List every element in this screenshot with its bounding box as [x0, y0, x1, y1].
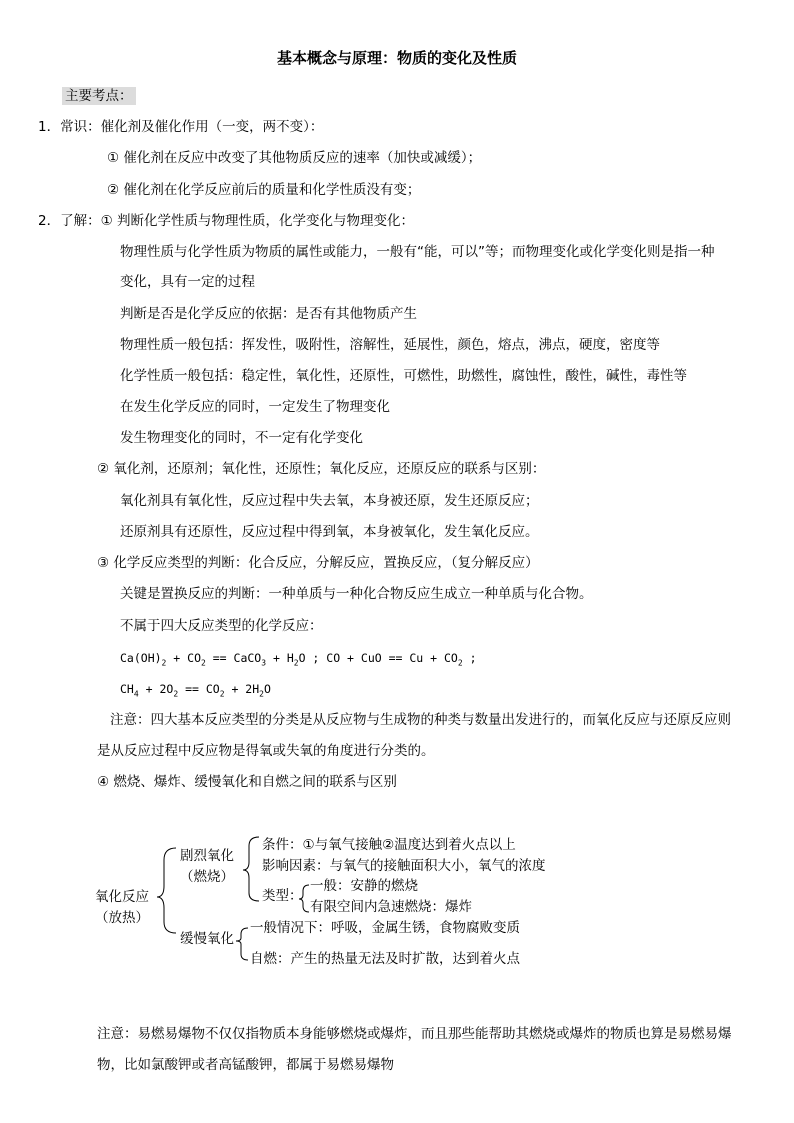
- tree-root-label: 氧化反应: [95, 889, 149, 905]
- text-line: 物理性质一般包括：挥发性，吸附性，溶解性，延展性，颜色，熔点，沸点，硬度，密度等: [120, 337, 660, 353]
- equation-2: $CH_4 + 2O_2 == CO_2 + 2H_2O$: [120, 682, 271, 699]
- section-1-heading: 1．常识：催化剂及催化作用（一变，两不变）：: [38, 119, 324, 135]
- note-1-line-2: 是从反应过程中反应物是得氧或失氧的角度进行分类的。: [97, 743, 435, 759]
- tree-slow-2: 自燃：产生的热量无法及时扩散，达到着火点: [250, 951, 520, 967]
- subpoint-4-heading: ④ 燃烧、爆炸、缓慢氧化和自燃之间的联系与区别: [97, 774, 397, 790]
- brace-fierce: [243, 837, 259, 901]
- brace-type: [299, 885, 309, 912]
- section-1-item-1: ① 催化剂在反应中改变了其他物质反应的速率（加快或减缓）；: [107, 150, 482, 166]
- text-line: 变化，具有一定的过程: [120, 274, 255, 290]
- text-line: 不属于四大反应类型的化学反应：: [120, 618, 323, 634]
- tree-root-note: （放热）: [95, 910, 149, 926]
- note-2-line-2: 物，比如氯酸钾或者高锰酸钾，都属于易燃易爆物: [97, 1057, 394, 1073]
- tree-fierce-label: 剧烈氧化: [180, 848, 234, 864]
- note-1-line-1: 注意：四大基本反应类型的分类是从反应物与生成物的种类与数量出发进行的，而氧化反应与还原反应则: [110, 712, 731, 728]
- page-title: 基本概念与原理：物质的变化及性质: [276, 49, 517, 67]
- text-line: 氧化剂具有氧化性，反应过程中失去氧，本身被还原，发生还原反应；: [120, 493, 539, 509]
- text-line: 在发生化学反应的同时，一定发生了物理变化: [120, 399, 390, 415]
- text-line: 判断是否是化学反应的依据：是否有其他物质产生: [120, 306, 417, 322]
- tree-slow-label: 缓慢氧化: [180, 931, 234, 947]
- section-2-heading: 2．了解：① 判断化学性质与物理性质，化学变化与物理变化：: [38, 213, 414, 229]
- subpoint-3-heading: ③ 化学反应类型的判断：化合反应，分解反应，置换反应，（复分解反应）: [97, 555, 539, 571]
- subpoint-2-heading: ② 氧化剂，还原剂；氧化性，还原性；氧化反应，还原反应的联系与区别：: [97, 461, 546, 477]
- key-points-label: 主要考点：: [62, 87, 136, 105]
- tree-type-1: 一般：安静的燃烧: [310, 878, 418, 894]
- tree-type-2: 有限空间内急速燃烧：爆炸: [310, 899, 472, 915]
- brace-root: [157, 848, 176, 933]
- note-2-line-1: 注意：易燃易爆物不仅仅指物质本身能够燃烧或爆炸，而且那些能帮助其燃烧或爆炸的物质也算是易燃易爆: [97, 1026, 732, 1042]
- tree-slow-1: 一般情况下：呼吸，金属生锈，食物腐败变质: [250, 920, 520, 936]
- text-line: 还原剂具有还原性，反应过程中得到氧，本身被氧化，发生氧化反应。: [120, 524, 539, 540]
- tree-type-label: 类型：: [262, 888, 303, 904]
- tree-fierce-note: （燃烧）: [180, 869, 234, 885]
- section-1-item-2: ② 催化剂在化学反应前后的质量和化学性质没有变；: [107, 182, 421, 198]
- text-line: 物理性质与化学性质为物质的属性或能力，一般有“能，可以”等；而物理变化或化学变化则是指一种: [120, 244, 715, 260]
- tree-condition: 条件：①与氧气接触②温度达到着火点以上: [262, 837, 516, 853]
- text-line: 发生物理变化的同时，不一定有化学变化: [120, 430, 363, 446]
- text-line: 关键是置换反应的判断：一种单质与一种化合物反应生成立一种单质与化合物。: [120, 586, 593, 602]
- equation-1: $Ca(OH)_2 + CO_2$ == CaCO$_3$ + $H_2O$ ; CO + CuO == $Cu + CO_2$ ;: [120, 651, 477, 668]
- tree-factor: 影响因素：与氧气的接触面积大小，氧气的浓度: [262, 858, 546, 874]
- text-line: 化学性质一般包括：稳定性，氧化性，还原性，可燃性，助燃性，腐蚀性，酸性，碱性，毒性等: [120, 368, 687, 384]
- brace-slow: [236, 928, 248, 960]
